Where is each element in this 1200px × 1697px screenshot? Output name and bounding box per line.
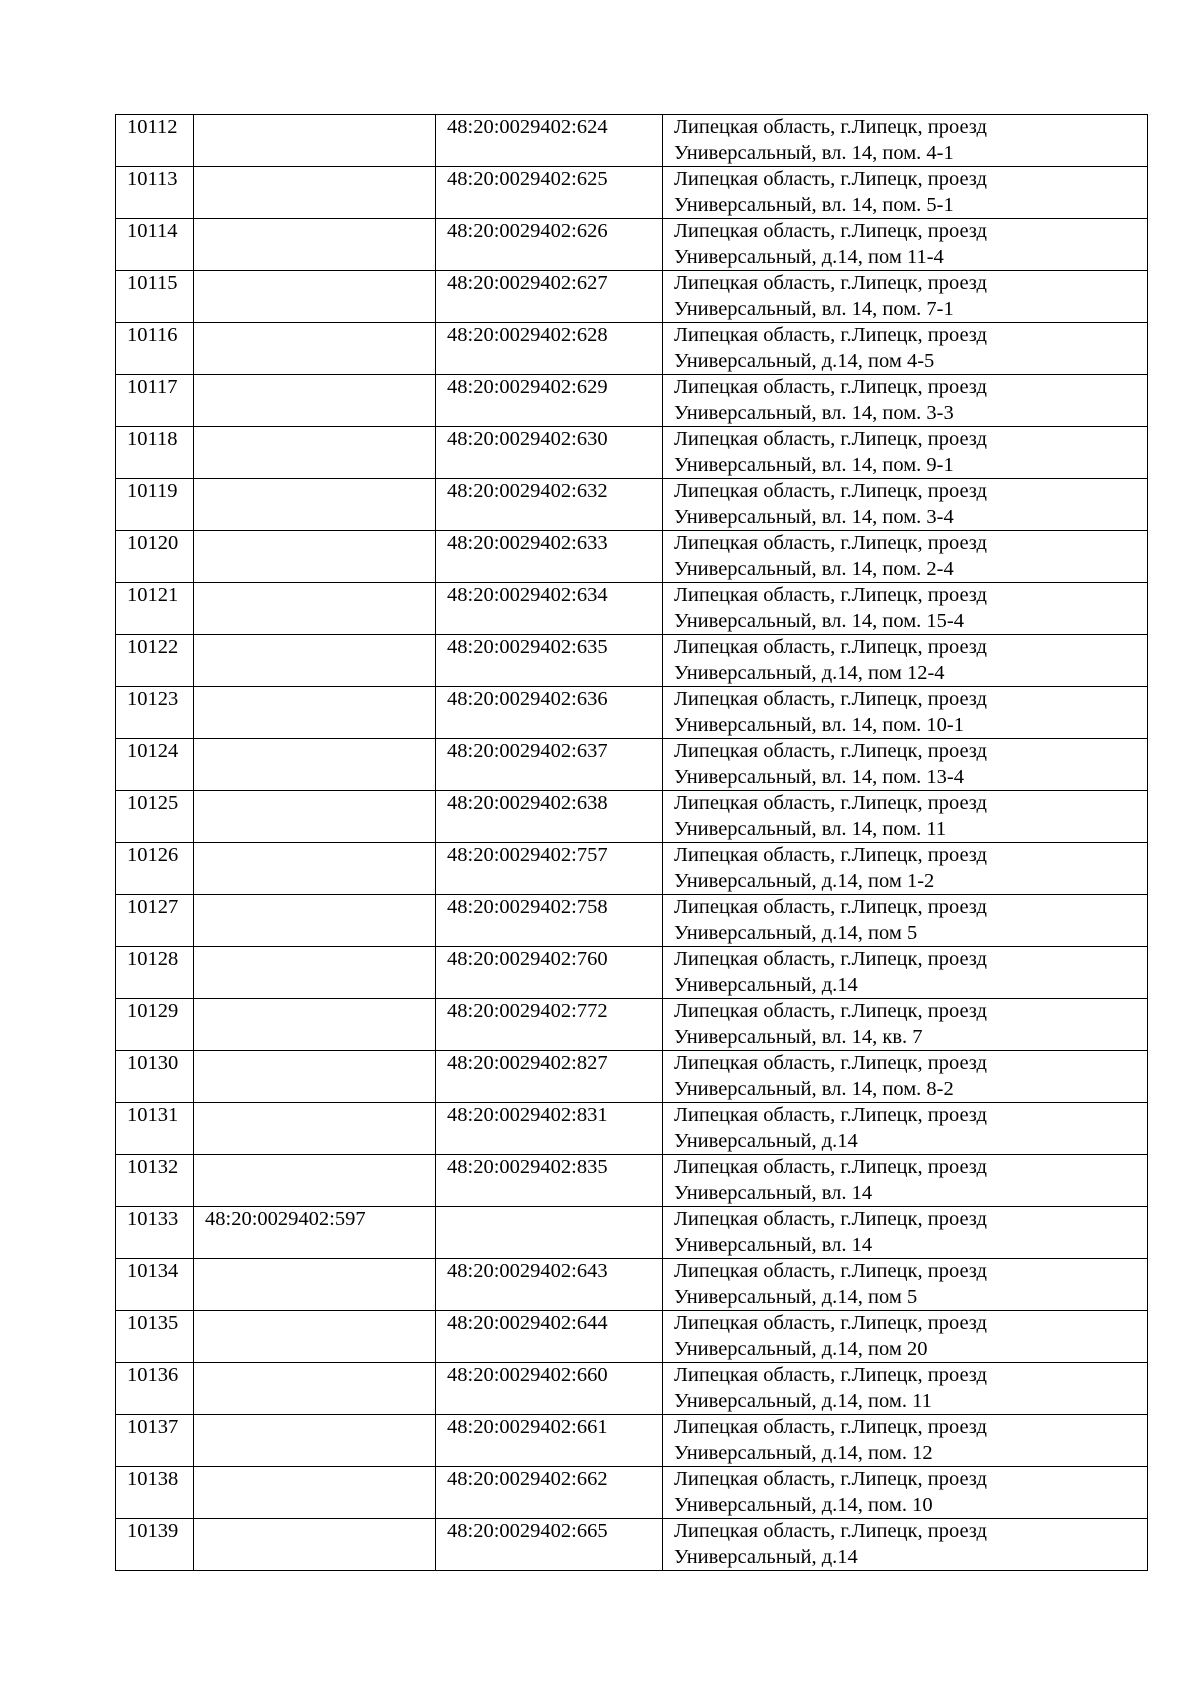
address-cell [663,999,1148,1051]
registry-number-cell-text: 10116 [127,324,178,346]
registry-number-cell-text: 10127 [127,896,179,918]
table-row [116,895,1148,947]
address-cell-text: Липецкая область, г.Липецк, проезд Универсальный, д.14 [674,1104,987,1152]
table-row [116,1259,1148,1311]
table-row [116,427,1148,479]
address-cell [663,1051,1148,1103]
cadastral-number-cell [436,1207,663,1259]
registry-number-cell-text: 10136 [127,1364,179,1386]
parent-cadastral-number-cell [194,791,436,843]
cadastral-number-cell [436,271,663,323]
address-cell-text: Липецкая область, г.Липецк, проезд Универсальный, вл. 14, пом. 8-2 [674,1052,987,1100]
registry-number-cell-text: 10124 [127,740,179,762]
registry-number-cell [116,427,194,479]
registry-number-cell [116,687,194,739]
address-cell [663,1103,1148,1155]
table-row [116,635,1148,687]
table-row [116,219,1148,271]
cadastral-number-cell-text: 48:20:0029402:643 [447,1260,608,1282]
cadastral-number-cell-text: 48:20:0029402:628 [447,324,608,346]
registry-number-cell [116,115,194,167]
registry-number-cell-text: 10139 [127,1520,179,1542]
cadastral-number-cell [436,323,663,375]
address-cell-text: Липецкая область, г.Липецк, проезд Универсальный, вл. 14, пом. 15-4 [674,584,987,632]
registry-number-cell-text: 10135 [127,1312,179,1334]
registry-table-body [116,115,1148,1571]
parent-cadastral-number-cell [194,947,436,999]
parent-cadastral-number-cell [194,687,436,739]
registry-number-cell-text: 10112 [127,116,178,138]
registry-number-cell [116,1415,194,1467]
cadastral-number-cell [436,1519,663,1571]
cadastral-number-cell-text: 48:20:0029402:636 [447,688,608,710]
address-cell [663,1207,1148,1259]
cadastral-number-cell-text: 48:20:0029402:772 [447,1000,608,1022]
address-cell-text: Липецкая область, г.Липецк, проезд Универсальный, вл. 14, пом. 5-1 [674,168,987,216]
registry-number-cell [116,271,194,323]
table-row [116,115,1148,167]
cadastral-number-cell [436,687,663,739]
registry-number-cell [116,167,194,219]
address-cell [663,375,1148,427]
registry-number-cell-text: 10120 [127,532,179,554]
registry-number-cell [116,1311,194,1363]
registry-number-cell-text: 10115 [127,272,178,294]
cadastral-number-cell [436,583,663,635]
address-cell [663,687,1148,739]
registry-number-cell-text: 10117 [127,376,178,398]
cadastral-number-cell [436,1363,663,1415]
cadastral-number-cell [436,739,663,791]
registry-number-cell [116,1155,194,1207]
cadastral-number-cell [436,167,663,219]
table-row [116,687,1148,739]
address-cell-text: Липецкая область, г.Липецк, проезд Универсальный, д.14, пом 1-2 [674,844,987,892]
cadastral-number-cell-text: 48:20:0029402:635 [447,636,608,658]
registry-number-cell [116,583,194,635]
parent-cadastral-number-cell [194,843,436,895]
cadastral-number-cell-text: 48:20:0029402:624 [447,116,608,138]
cadastral-number-cell-text: 48:20:0029402:665 [447,1520,608,1542]
cadastral-number-cell [436,375,663,427]
table-row [116,791,1148,843]
cadastral-number-cell-text: 48:20:0029402:835 [447,1156,608,1178]
parent-cadastral-number-cell [194,219,436,271]
address-cell [663,323,1148,375]
address-cell [663,167,1148,219]
registry-number-cell-text: 10138 [127,1468,179,1490]
parent-cadastral-number-cell [194,1103,436,1155]
address-cell [663,791,1148,843]
parent-cadastral-number-cell [194,1311,436,1363]
registry-number-cell-text: 10128 [127,948,179,970]
address-cell [663,583,1148,635]
parent-cadastral-number-cell [194,895,436,947]
cadastral-number-cell [436,1415,663,1467]
table-row [116,479,1148,531]
cadastral-number-cell [436,479,663,531]
address-cell-text: Липецкая область, г.Липецк, проезд Универсальный, вл. 14, пом. 9-1 [674,428,987,476]
address-cell-text: Липецкая область, г.Липецк, проезд Универсальный, вл. 14, пом. 10-1 [674,688,987,736]
registry-number-cell [116,791,194,843]
cadastral-number-cell [436,1311,663,1363]
registry-number-cell-text: 10121 [127,584,179,606]
table-row [116,375,1148,427]
address-cell-text: Липецкая область, г.Липецк, проезд Универсальный, вл. 14, пом. 4-1 [674,116,987,164]
table-row [116,271,1148,323]
parent-cadastral-number-cell [194,583,436,635]
registry-number-cell [116,1051,194,1103]
table-row [116,1155,1148,1207]
address-cell-text: Липецкая область, г.Липецк, проезд Универсальный, д.14, пом 11-4 [674,220,987,268]
parent-cadastral-number-cell [194,1415,436,1467]
address-cell-text: Липецкая область, г.Липецк, проезд Универсальный, д.14, пом 20 [674,1312,987,1360]
address-cell-text: Липецкая область, г.Липецк, проезд Универсальный, вл. 14, пом. 3-4 [674,480,987,528]
cadastral-number-cell [436,219,663,271]
table-row [116,1103,1148,1155]
address-cell [663,115,1148,167]
cadastral-number-cell-text: 48:20:0029402:629 [447,376,608,398]
address-cell [663,219,1148,271]
parent-cadastral-number-cell [194,323,436,375]
parent-cadastral-number-cell [194,635,436,687]
registry-number-cell [116,219,194,271]
address-cell-text: Липецкая область, г.Липецк, проезд Универсальный, вл. 14 [674,1156,987,1204]
parent-cadastral-number-cell [194,427,436,479]
registry-number-cell [116,1207,194,1259]
cadastral-number-cell [436,1155,663,1207]
address-cell [663,1415,1148,1467]
address-cell [663,1363,1148,1415]
address-cell [663,739,1148,791]
address-cell-text: Липецкая область, г.Липецк, проезд Универсальный, вл. 14, пом. 7-1 [674,272,987,320]
parent-cadastral-number-cell [194,1259,436,1311]
registry-number-cell [116,635,194,687]
registry-number-cell [116,1467,194,1519]
registry-number-cell [116,1363,194,1415]
registry-number-cell [116,999,194,1051]
cadastral-number-cell [436,999,663,1051]
cadastral-number-cell-text: 48:20:0029402:827 [447,1052,608,1074]
cadastral-number-cell [436,947,663,999]
registry-number-cell [116,947,194,999]
cadastral-number-cell [436,791,663,843]
table-row [116,1467,1148,1519]
table-row [116,323,1148,375]
cadastral-number-cell-text: 48:20:0029402:638 [447,792,608,814]
registry-number-cell-text: 10113 [127,168,178,190]
table-row [116,1415,1148,1467]
registry-number-cell-text: 10129 [127,1000,179,1022]
registry-number-cell-text: 10118 [127,428,178,450]
parent-cadastral-number-cell [194,1363,436,1415]
address-cell-text: Липецкая область, г.Липецк, проезд Универсальный, д.14, пом 5 [674,1260,987,1308]
parent-cadastral-number-cell [194,271,436,323]
cadastral-number-cell-text: 48:20:0029402:757 [447,844,608,866]
cadastral-number-cell-text: 48:20:0029402:627 [447,272,608,294]
address-cell-text: Липецкая область, г.Липецк, проезд Универсальный, вл. 14, пом. 2-4 [674,532,987,580]
table-row [116,739,1148,791]
cadastral-number-cell [436,1467,663,1519]
table-row [116,531,1148,583]
cadastral-number-cell [436,531,663,583]
registry-number-cell-text: 10133 [127,1208,179,1230]
registry-number-cell [116,375,194,427]
parent-cadastral-number-cell [194,1207,436,1259]
registry-number-cell-text: 10132 [127,1156,179,1178]
address-cell [663,531,1148,583]
address-cell-text: Липецкая область, г.Липецк, проезд Универсальный, вл. 14, пом. 13-4 [674,740,987,788]
address-cell [663,947,1148,999]
cadastral-number-cell-text: 48:20:0029402:633 [447,532,608,554]
cadastral-number-cell [436,843,663,895]
cadastral-number-cell [436,427,663,479]
parent-cadastral-number-cell [194,1051,436,1103]
table-row [116,1311,1148,1363]
parent-cadastral-number-cell [194,375,436,427]
address-cell [663,1311,1148,1363]
table-row [116,843,1148,895]
address-cell-text: Липецкая область, г.Липецк, проезд Универсальный, д.14 [674,948,987,996]
cadastral-number-cell-text: 48:20:0029402:661 [447,1416,608,1438]
address-cell-text: Липецкая область, г.Липецк, проезд Универсальный, д.14, пом. 10 [674,1468,987,1516]
address-cell-text: Липецкая область, г.Липецк, проезд Универсальный, д.14, пом 5 [674,896,987,944]
cadastral-number-cell-text: 48:20:0029402:634 [447,584,608,606]
registry-number-cell [116,843,194,895]
address-cell [663,271,1148,323]
registry-number-cell-text: 10125 [127,792,179,814]
address-cell-text: Липецкая область, г.Липецк, проезд Универсальный, д.14 [674,1520,987,1568]
registry-number-cell-text: 10134 [127,1260,179,1282]
cadastral-number-cell-text: 48:20:0029402:662 [447,1468,608,1490]
registry-number-cell-text: 10119 [127,480,178,502]
parent-cadastral-number-cell [194,531,436,583]
registry-number-cell [116,323,194,375]
address-cell [663,1155,1148,1207]
address-cell-text: Липецкая область, г.Липецк, проезд Универсальный, вл. 14, пом. 3-3 [674,376,987,424]
parent-cadastral-number-cell [194,479,436,531]
parent-cadastral-number-cell [194,999,436,1051]
cadastral-number-cell [436,115,663,167]
registry-number-cell [116,1259,194,1311]
table-row [116,1051,1148,1103]
registry-number-cell-text: 10130 [127,1052,179,1074]
parent-cadastral-number-cell [194,1155,436,1207]
cadastral-number-cell-text: 48:20:0029402:644 [447,1312,608,1334]
parent-cadastral-number-cell-text: 48:20:0029402:597 [205,1208,366,1230]
registry-number-cell [116,531,194,583]
cadastral-number-cell [436,895,663,947]
address-cell [663,427,1148,479]
table-row [116,1363,1148,1415]
table-row [116,999,1148,1051]
cadastral-number-cell-text: 48:20:0029402:660 [447,1364,608,1386]
registry-number-cell-text: 10114 [127,220,178,242]
table-row [116,947,1148,999]
registry-number-cell [116,479,194,531]
registry-number-cell [116,739,194,791]
parent-cadastral-number-cell [194,739,436,791]
registry-number-cell [116,1519,194,1571]
registry-number-cell-text: 10122 [127,636,179,658]
address-cell-text: Липецкая область, г.Липецк, проезд Универсальный, д.14, пом 4-5 [674,324,987,372]
address-cell-text: Липецкая область, г.Липецк, проезд Универсальный, вл. 14 [674,1208,987,1256]
address-cell-text: Липецкая область, г.Липецк, проезд Универсальный, д.14, пом. 11 [674,1364,987,1412]
cadastral-number-cell-text: 48:20:0029402:626 [447,220,608,242]
cadastral-number-cell [436,1051,663,1103]
cadastral-number-cell [436,1103,663,1155]
cadastral-number-cell-text: 48:20:0029402:831 [447,1104,608,1126]
registry-number-cell-text: 10126 [127,844,179,866]
address-cell [663,1519,1148,1571]
address-cell [663,635,1148,687]
cadastral-number-cell-text: 48:20:0029402:625 [447,168,608,190]
parent-cadastral-number-cell [194,1467,436,1519]
registry-number-cell [116,895,194,947]
table-row [116,167,1148,219]
cadastral-number-cell-text: 48:20:0029402:632 [447,480,608,502]
address-cell [663,895,1148,947]
address-cell-text: Липецкая область, г.Липецк, проезд Универсальный, д.14, пом. 12 [674,1416,987,1464]
registry-number-cell-text: 10137 [127,1416,179,1438]
cadastral-number-cell [436,635,663,687]
address-cell [663,479,1148,531]
cadastral-number-cell-text: 48:20:0029402:760 [447,948,608,970]
parent-cadastral-number-cell [194,115,436,167]
address-cell [663,1467,1148,1519]
cadastral-number-cell-text: 48:20:0029402:637 [447,740,608,762]
address-cell [663,1259,1148,1311]
table-row [116,583,1148,635]
table-row [116,1207,1148,1259]
table-row [116,1519,1148,1571]
parent-cadastral-number-cell [194,167,436,219]
address-cell-text: Липецкая область, г.Липецк, проезд Универсальный, д.14, пом 12-4 [674,636,987,684]
parent-cadastral-number-cell [194,1519,436,1571]
cadastral-number-cell-text: 48:20:0029402:630 [447,428,608,450]
address-cell-text: Липецкая область, г.Липецк, проезд Универсальный, вл. 14, кв. 7 [674,1000,987,1048]
registry-number-cell [116,1103,194,1155]
address-cell [663,843,1148,895]
cadastral-number-cell-text: 48:20:0029402:758 [447,896,608,918]
registry-number-cell-text: 10123 [127,688,179,710]
address-cell-text: Липецкая область, г.Липецк, проезд Универсальный, вл. 14, пом. 11 [674,792,987,840]
registry-number-cell-text: 10131 [127,1104,179,1126]
cadastral-number-cell [436,1259,663,1311]
property-registry-table [115,114,1148,1571]
